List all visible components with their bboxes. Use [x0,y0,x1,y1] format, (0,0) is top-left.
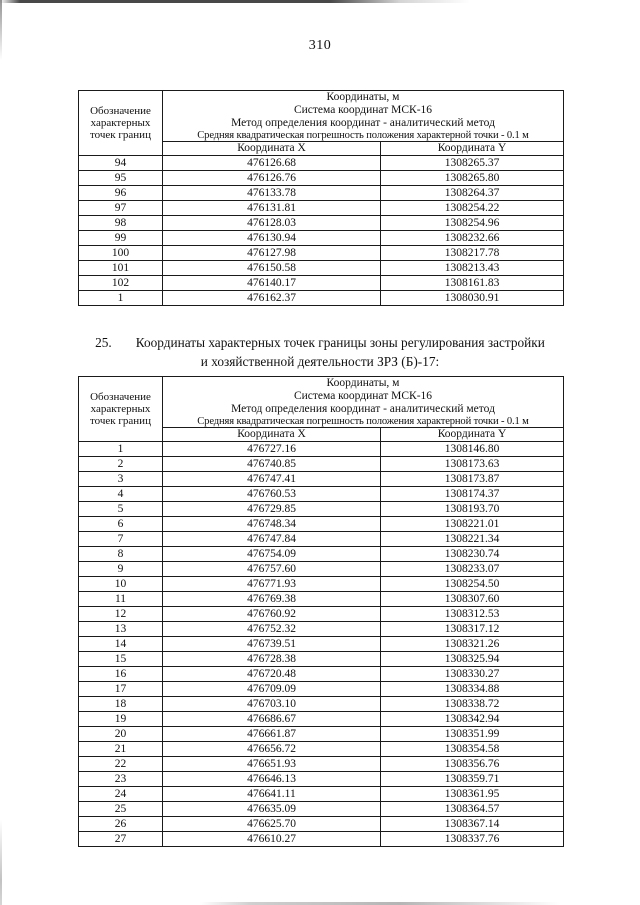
header-coords-line-2: Система координат МСК-16 [293,389,433,402]
cell-coordinate-x: 476740.85 [163,457,381,472]
header-column-y: Координата Y [381,142,564,156]
cell-point-number: 23 [79,772,163,787]
table-row [79,772,564,787]
coordinates-table-second [78,376,564,847]
table-row [79,261,564,276]
cell-coordinate-y: 1308359.71 [381,772,564,787]
cell-coordinate-y: 1308174.37 [381,487,564,502]
cell-coordinate-y: 1308254.96 [381,216,564,231]
header-coords-line-4: Средняя квадратическая погрешность положения характерной точки - 0.1 м [197,415,529,427]
header-coords-line-4: Средняя квадратическая погрешность положения характерной точки - 0.1 м [197,129,529,141]
table-row [79,577,564,592]
cell-coordinate-x: 476754.09 [163,547,381,562]
cell-point-number: 100 [79,246,163,261]
cell-coordinate-y: 1308354.58 [381,742,564,757]
cell-point-number: 95 [79,171,163,186]
cell-coordinate-x: 476126.76 [163,171,381,186]
cell-coordinate-x: 476130.94 [163,231,381,246]
cell-coordinate-x: 476709.09 [163,682,381,697]
table-row [79,246,564,261]
header-coords-line-3: Метод определения координат - аналитический метод [231,402,495,415]
table-row [79,697,564,712]
cell-coordinate-y: 1308265.80 [381,171,564,186]
cell-coordinate-x: 476760.53 [163,487,381,502]
cell-coordinate-y: 1308221.34 [381,532,564,547]
cell-point-number: 19 [79,712,163,727]
table-header-row-main [79,377,564,428]
cell-coordinate-x: 476641.11 [163,787,381,802]
cell-coordinate-x: 476651.93 [163,757,381,772]
cell-point-number: 6 [79,517,163,532]
cell-point-number: 98 [79,216,163,231]
header-point-line-3: точек границ [90,129,151,142]
cell-coordinate-y: 1308173.87 [381,472,564,487]
cell-coordinate-x: 476748.34 [163,517,381,532]
cell-coordinate-y: 1308342.94 [381,712,564,727]
table-row [79,592,564,607]
cell-point-number: 25 [79,802,163,817]
cell-coordinate-x: 476747.41 [163,472,381,487]
cell-point-number: 10 [79,577,163,592]
table-row [79,186,564,201]
cell-point-number: 7 [79,532,163,547]
cell-point-number: 1 [79,442,163,457]
table-row [79,787,564,802]
table-row [79,502,564,517]
header-coords-line-2: Система координат МСК-16 [293,103,433,116]
cell-point-number: 96 [79,186,163,201]
table-row [79,802,564,817]
cell-point-number: 3 [79,472,163,487]
cell-coordinate-y: 1308321.26 [381,637,564,652]
table-row [79,231,564,246]
table-row [79,291,564,306]
cell-coordinate-y: 1308193.70 [381,502,564,517]
cell-coordinate-x: 476127.98 [163,246,381,261]
cell-point-number: 21 [79,742,163,757]
clause-number: 25. [95,335,112,350]
table-row [79,832,564,847]
table-row [79,622,564,637]
table-row [79,637,564,652]
header-column-x: Координата X [163,142,381,156]
cell-coordinate-y: 1308221.01 [381,517,564,532]
cell-coordinate-x: 476771.93 [163,577,381,592]
header-column-x: Координата X [163,428,381,442]
header-coordinates-block [163,377,564,428]
cell-point-number: 26 [79,817,163,832]
cell-coordinate-y: 1308351.99 [381,727,564,742]
table-row [79,742,564,757]
header-point-line-1: Обозначение [90,390,151,403]
cell-point-number: 101 [79,261,163,276]
cell-coordinate-y: 1308307.60 [381,592,564,607]
page-number: 310 [308,38,332,53]
clause-text-line-2: и хозяйственной деятельности ЗРЗ (Б)-17: [200,354,440,370]
scan-edge-left [0,0,2,905]
cell-coordinate-x: 476635.09 [163,802,381,817]
cell-coordinate-x: 476625.70 [163,817,381,832]
cell-point-number: 102 [79,276,163,291]
table-body [79,156,564,306]
table-row [79,442,564,457]
cell-coordinate-y: 1308146.80 [381,442,564,457]
header-point-line-3: точек границ [90,415,151,428]
header-coords-line-3: Метод определения координат - аналитический метод [231,116,495,129]
cell-coordinate-y: 1308230.74 [381,547,564,562]
cell-coordinate-x: 476727.16 [163,442,381,457]
cell-point-number: 2 [79,457,163,472]
table-row [79,487,564,502]
table-row [79,607,564,622]
cell-coordinate-y: 1308254.22 [381,201,564,216]
cell-coordinate-y: 1308367.14 [381,817,564,832]
cell-coordinate-y: 1308317.12 [381,622,564,637]
cell-coordinate-y: 1308325.94 [381,652,564,667]
table-header [79,377,564,442]
cell-coordinate-x: 476757.60 [163,562,381,577]
header-point-designation [79,377,163,442]
cell-coordinate-x: 476150.58 [163,261,381,276]
header-point-designation [79,91,163,156]
cell-coordinate-y: 1308233.07 [381,562,564,577]
header-point-line-1: Обозначение [90,104,151,117]
table-row [79,757,564,772]
cell-coordinate-y: 1308213.43 [381,261,564,276]
cell-point-number: 99 [79,231,163,246]
table-row [79,517,564,532]
cell-coordinate-y: 1308232.66 [381,231,564,246]
cell-coordinate-x: 476769.38 [163,592,381,607]
cell-coordinate-x: 476661.87 [163,727,381,742]
table-row [79,457,564,472]
cell-coordinate-x: 476162.37 [163,291,381,306]
cell-point-number: 18 [79,697,163,712]
cell-coordinate-x: 476686.67 [163,712,381,727]
cell-coordinate-x: 476128.03 [163,216,381,231]
cell-point-number: 17 [79,682,163,697]
cell-coordinate-y: 1308265.37 [381,156,564,171]
cell-point-number: 4 [79,487,163,502]
cell-coordinate-y: 1308264.37 [381,186,564,201]
cell-coordinate-x: 476728.38 [163,652,381,667]
table-row [79,547,564,562]
table-header-row-main [79,91,564,142]
header-coords-line-1: Координаты, м [326,91,400,103]
cell-coordinate-x: 476729.85 [163,502,381,517]
cell-coordinate-x: 476747.84 [163,532,381,547]
cell-point-number: 13 [79,622,163,637]
cell-coordinate-y: 1308361.95 [381,787,564,802]
cell-coordinate-x: 476133.78 [163,186,381,201]
cell-coordinate-y: 1308254.50 [381,577,564,592]
cell-point-number: 94 [79,156,163,171]
cell-coordinate-x: 476720.48 [163,667,381,682]
table-header [79,91,564,156]
table-row [79,667,564,682]
cell-point-number: 1 [79,291,163,306]
header-point-line-2: характерных [90,403,151,416]
table-row [79,171,564,186]
cell-coordinate-y: 1308161.83 [381,276,564,291]
cell-point-number: 5 [79,502,163,517]
cell-coordinate-x: 476610.27 [163,832,381,847]
coordinates-table-first [78,90,564,306]
table-row [79,682,564,697]
cell-coordinate-x: 476656.72 [163,742,381,757]
table-row [79,216,564,231]
cell-point-number: 20 [79,727,163,742]
table-row [79,532,564,547]
cell-point-number: 22 [79,757,163,772]
cell-coordinate-y: 1308312.53 [381,607,564,622]
cell-coordinate-x: 476760.92 [163,607,381,622]
cell-point-number: 8 [79,547,163,562]
cell-point-number: 15 [79,652,163,667]
cell-coordinate-y: 1308173.63 [381,457,564,472]
cell-point-number: 97 [79,201,163,216]
cell-coordinate-y: 1308337.76 [381,832,564,847]
header-coords-line-1: Координаты, м [326,377,400,389]
cell-point-number: 11 [79,592,163,607]
cell-point-number: 16 [79,667,163,682]
cell-point-number: 14 [79,637,163,652]
cell-point-number: 27 [79,832,163,847]
table-row [79,652,564,667]
cell-coordinate-x: 476739.51 [163,637,381,652]
cell-coordinate-y: 1308030.91 [381,291,564,306]
cell-coordinate-x: 476126.68 [163,156,381,171]
cell-coordinate-y: 1308356.76 [381,757,564,772]
table-row [79,712,564,727]
table-body [79,442,564,847]
table-row [79,156,564,171]
cell-coordinate-x: 476752.32 [163,622,381,637]
scan-edge-top [0,0,640,3]
clause-text-line-1: Координаты характерных точек границы зоны регулирования застройки [135,335,545,350]
table-row [79,276,564,291]
table-row [79,727,564,742]
header-point-line-2: характерных [90,117,151,130]
cell-point-number: 9 [79,562,163,577]
cell-coordinate-x: 476140.17 [163,276,381,291]
cell-coordinate-y: 1308338.72 [381,697,564,712]
cell-coordinate-x: 476646.13 [163,772,381,787]
cell-point-number: 12 [79,607,163,622]
cell-coordinate-x: 476131.81 [163,201,381,216]
cell-coordinate-y: 1308334.88 [381,682,564,697]
cell-point-number: 24 [79,787,163,802]
header-column-y: Координата Y [381,428,564,442]
clause-paragraph [60,333,580,372]
table-row [79,472,564,487]
table-row [79,201,564,216]
cell-coordinate-y: 1308330.27 [381,667,564,682]
cell-coordinate-y: 1308364.57 [381,802,564,817]
table-row [79,562,564,577]
cell-coordinate-x: 476703.10 [163,697,381,712]
table-row [79,817,564,832]
header-coordinates-block [163,91,564,142]
cell-coordinate-y: 1308217.78 [381,246,564,261]
